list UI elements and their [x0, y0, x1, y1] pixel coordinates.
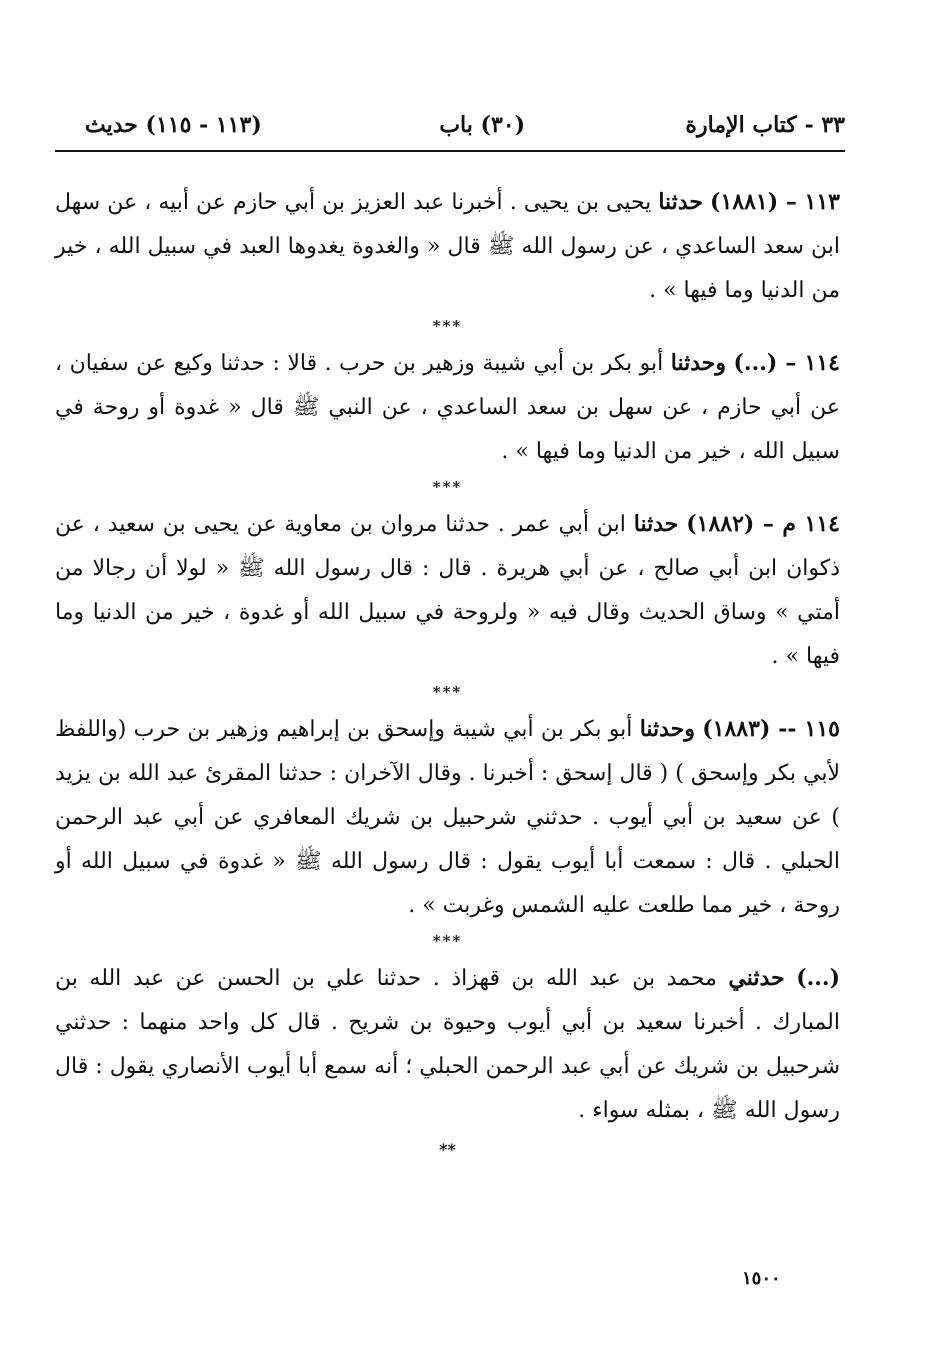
narration-keyword: وحدثنا	[639, 716, 695, 742]
hadith-text: ابن أبي عمر . حدثنا مروان بن معاوية عن يحيى بن سعيد ، عن ذكوان ابن أبي صالح ، عن أبي هريرة . قال : قال رسول الله ﷺ « لولا أن رجالا من أمتي » وساق الحديث وقال فيه « ولروحة في سبيل الله أو غدوة ، خير من الدنيا وما فيها » .	[55, 512, 840, 669]
hadith-text: يحيى بن يحيى . أخبرنا عبد العزيز بن أبي حازم عن أبيه ، عن سهل ابن سعد الساعدي ، عن رسول الله ﷺ قال « والغدوة يغدوها العبد في سبيل الله ، خير من الدنيا وما فيها » .	[55, 190, 840, 303]
hadith-text: أبو بكر بن أبي شيبة وزهير بن حرب . قالا : حدثنا وكيع عن سفيان ، عن أبي حازم ، عن سهل بن سعد الساعدي ، عن النبي ﷺ قال « غدوة أو روحة في سبيل الله ، خير من الدنيا وما فيها » .	[55, 351, 840, 464]
separator: ***	[432, 683, 463, 701]
narration-keyword: حدثنا	[658, 189, 703, 215]
section-title: (٣٠) باب	[439, 112, 525, 138]
separator: ***	[432, 932, 463, 950]
end-mark: **	[439, 1140, 456, 1159]
separator: ***	[432, 317, 463, 335]
hadith-paragraph	[55, 956, 840, 1133]
hadith-paragraph	[55, 502, 840, 679]
hadith-number: ١١٣ – (١٨٨١)	[710, 189, 840, 215]
narration-keyword: وحدثنا	[670, 350, 726, 376]
narration-keyword: حدثنا	[633, 511, 679, 537]
separator: ***	[432, 478, 463, 496]
hadith-number: ١١٤ – (...)	[733, 350, 840, 376]
hadith-paragraph	[55, 707, 840, 928]
hadith-number: ١١٥ -- (١٨٨٣)	[702, 716, 840, 742]
page-header	[85, 112, 845, 152]
narration-keyword: حدثني	[728, 965, 785, 991]
page-body	[55, 180, 840, 1163]
hadith-paragraph	[55, 180, 840, 313]
page-number: ١٥٠٠	[742, 1268, 781, 1289]
hadith-text: أبو بكر بن أبي شيبة وإسحق بن إبراهيم وزهير بن حرب (واللفظ لأبي بكر وإسحق ) ( قال إسحق : أخبرنا . وقال الآخران : حدثنا المقرئ عبد الله بن يزيد ) عن سعيد بن أبي أيوب . حدثني شرحبيل بن شريك المعافري عن أبي عبد الرحمن الحبلي . قال : سمعت أبا أيوب يقول : قال رسول الله ﷺ « غدوة في سبيل الله أو روحة ، خير مما طلعت عليه الشمس وغربت » .	[55, 717, 840, 918]
hadith-paragraph	[55, 341, 840, 474]
chapter-title: ٣٣ - كتاب الإمارة	[685, 112, 845, 138]
hadith-number: ١١٤ م – (١٨٨٢)	[686, 511, 840, 537]
header-rule	[55, 150, 845, 152]
hadith-range: (١١٣ - ١١٥) حديث	[85, 112, 262, 138]
hadith-text: محمد بن عبد الله بن قهزاذ . حدثنا علي بن الحسن عن عبد الله بن المبارك . أخبرنا سعيد بن أبي أيوب وحيوة بن شريح . قال كل واحد منهما : حدثني شرحبيل بن شريك عن أبي عبد الرحمن الحبلي ؛ أنه سمع أبا أيوب الأنصاري يقول : قال رسول الله ﷺ ، بمثله سواء .	[55, 966, 840, 1123]
hadith-number: (...)	[796, 965, 840, 991]
